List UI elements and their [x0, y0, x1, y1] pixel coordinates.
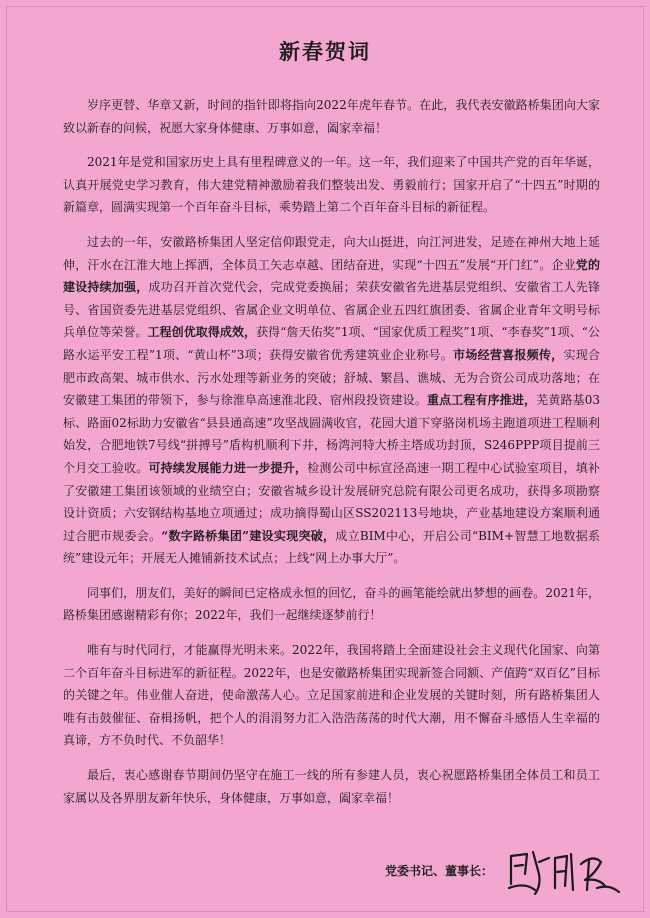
- highlight-key-projects: 重点工程有序推进，: [426, 393, 537, 408]
- paragraph-2021-review: 2021年是党和国家历史上具有里程碑意义的一年。这一年，我们迎来了中国共产党的百年华诞，认真开展党史学习教育，伟大建党精神激励着我们整装出发、勇毅前行；国家开启了“十四五”时期的新篇章，圆满实现第一个百年奋斗目标，乘势踏上第二个百年奋斗目标的新征程。: [63, 155, 600, 215]
- text-segment: 获得“詹天佑奖”1项、“国家优质工程奖”1项、“李春奖”1项、“公路水运平安工程”1项、“黄山杯”3项；获得安徽省优秀建筑业企业称号。: [63, 325, 600, 362]
- text-segment: 检测公司中标宣泾高速一期工程中心试验室项目，填补了安徽建工集团该领域的业绩空白；安徽省城乡设计发展研究总院有限公司更名成功，获得多项勘察设计资质；六安钢结构基地立项通过；成功摘得蜀山区SS202113号地块，产业基地建设方案顺利通过合肥市规委会。: [63, 460, 600, 543]
- letter-body: [63, 94, 600, 821]
- signature-label: 党委书记、董事长：: [385, 864, 494, 878]
- highlight-engineering-awards: 工程创优取得成效，: [147, 325, 257, 340]
- highlight-digital: “数字路桥集团”建设实现突破，: [161, 528, 336, 543]
- text-segment: 芜黄路基03标、路面02标助力安徽省“县县通高速”攻坚战圆满收官，花园大道下穿骆岗机场主跑道项进工程顺利始发，合肥地铁7号线“拼搏号”盾构机顺利下井，杨湾河特大桥主塔成功封顶，S246PPP项目提前三个月交工验收。: [63, 393, 600, 475]
- paragraph-thanks: 同事们，朋友们，美好的瞬间已定格成永恒的回忆，奋斗的画笔能绘就出梦想的画卷。2021年，路桥集团感谢精彩有你；2022年，我们一起继续逐梦前行！: [63, 585, 600, 623]
- paragraph-achievements: [63, 231, 600, 570]
- highlight-sustainable: 可持续发展能力进一步提升，: [148, 460, 308, 475]
- paragraph-greeting: 岁序更替、华章又新，时间的指针即将指向2022年虎年春节。在此，我代表安徽路桥集团向大家致以新春的问候，祝愿大家身体健康、万事如意，阖家幸福！: [63, 98, 600, 135]
- highlight-market: 市场经营喜报频传，: [453, 347, 564, 362]
- text-segment: 过去的一年，安徽路桥集团人坚定信仰跟党走，向大山挺进，向江河进发，足迹在神州大地上延伸，汗水在江淮大地上挥洒，全体员工矢志卓越、团结奋进，实现“十四五”发展“开门红”。企业: [63, 234, 600, 272]
- paragraph-2022-outlook: 唯有与时代同行，才能赢得光明未来。2022年，我国将踏上全面建设社会主义现代化国家、向第二个百年奋斗目标进军的新征程。2022年，也是安徽路桥集团实现新签合同额、产值跨“双百亿”目标的关键之年。伟业催人奋进，使命激荡人心。立足国家前进和企业发展的关键时刻，所有路桥集团人唯有击鼓催征、奋楫扬帆，把个人的涓涓努力汇入浩浩荡荡的时代大潮，用不懈奋斗感悟人生幸福的真谛，方不负时代、不负韶华！: [63, 643, 600, 748]
- text-segment: 实现合肥市政高架、城市供水、污水处理等新业务的突破；舒城、繁昌、谯城、无为合资公司成功落地；在安徽建工集团的带领下，参与徐淮阜高速淮北段、宿州段投资建设。: [63, 347, 600, 408]
- text-segment: 成立BIM中心，开启公司“BIM+智慧工地数据系统”建设元年；开展无人摊铺新技术试点；上线“网上办事大厅”。: [63, 528, 600, 566]
- handwritten-signature: [505, 844, 625, 899]
- highlight-party-building: 党的建设持续加强，: [63, 257, 600, 295]
- paragraph-closing: 最后，衷心感谢春节期间仍坚守在施工一线的所有参建人员，衷心祝愿路桥集团全体员工和员工家属以及各界朋友新年快乐，身体健康，万事如意，阖家幸福！: [63, 768, 600, 805]
- document-title: 新春贺词: [279, 39, 371, 64]
- text-segment: 成功召开首次党代会，完成党委换届；荣获安徽省先进基层党组织、安徽省工人先锋号、省国资委先进基层党组织、省属企业文明单位、省属企业五四红旗团委、省属企业青年文明号标兵单位等荣誉。: [63, 280, 600, 340]
